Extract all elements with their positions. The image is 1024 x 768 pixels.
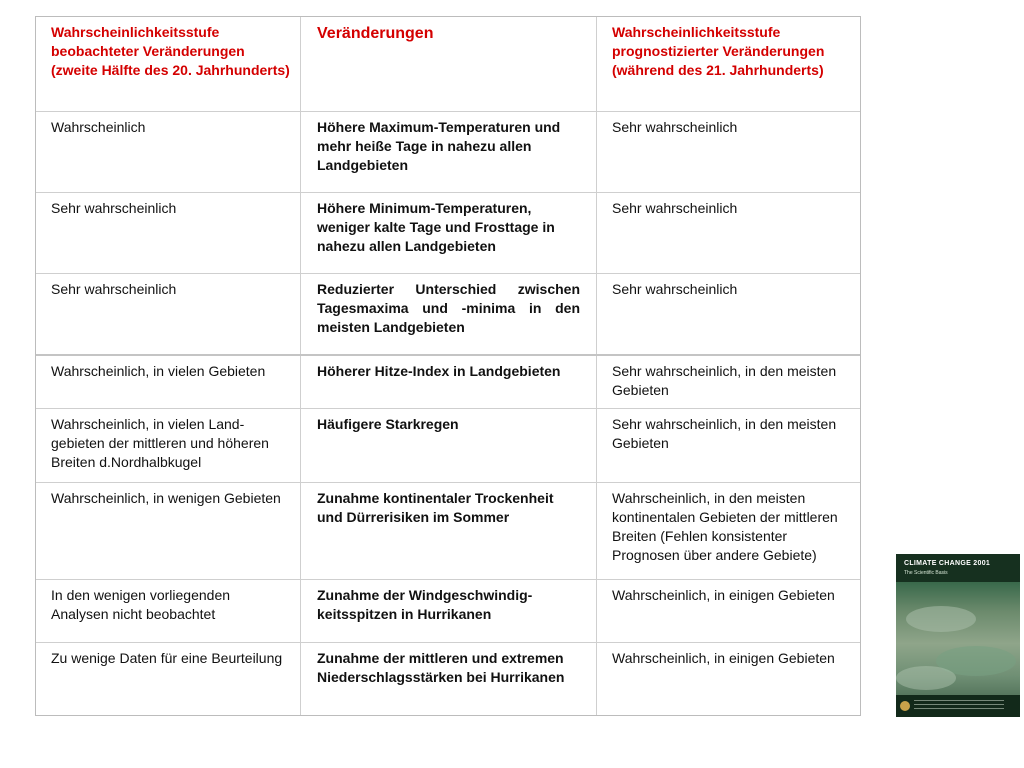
change-cell: Häufigere Starkregen	[301, 409, 597, 482]
projected-likelihood-cell: Sehr wahrscheinlich	[612, 281, 738, 297]
observed-likelihood-cell: Wahrscheinlich, in wenigen Gebieten	[36, 483, 301, 579]
observed-likelihood-cell: Wahrscheinlich, in vielen Gebieten	[36, 356, 301, 408]
cover-terrain-shape	[896, 666, 956, 690]
projected-likelihood-cell: Wahrscheinlich, in den meisten kontinentalen Gebieten der mittleren Breiten (Fehlen konsistenter Prognosen über andere Gebiete)	[612, 490, 838, 563]
change-cell: Zunahme kontinentaler Trockenheit und Dürrerisiken im Sommer	[301, 483, 597, 579]
projected-likelihood-cell: Wahrscheinlich, in einigen Gebieten	[612, 650, 835, 666]
cover-title-band	[896, 554, 1020, 582]
change-cell: Zunahme der mittleren und extremen Niederschlagsstärken bei Hurrikanen	[301, 643, 597, 715]
cover-subtitle: The Scientific Basis	[904, 570, 948, 576]
cover-terrain-shape	[906, 606, 976, 632]
projected-likelihood-cell: Sehr wahrscheinlich	[612, 200, 738, 216]
projected-likelihood-cell: Wahrscheinlich, in einigen Gebieten	[612, 587, 835, 603]
table-header-row	[36, 17, 860, 112]
observed-likelihood-cell: Wahrscheinlich	[36, 112, 301, 192]
table-row	[36, 274, 860, 356]
table-row	[36, 580, 860, 643]
table-row	[36, 193, 860, 274]
header-changes: Veränderungen	[301, 17, 597, 111]
change-cell: Höherer Hitze-Index in Landgebieten	[301, 356, 597, 408]
projected-likelihood-cell: Sehr wahrscheinlich	[612, 119, 738, 135]
observed-likelihood-cell: Zu wenige Daten für eine Beurteilung	[36, 643, 301, 715]
table-row	[36, 356, 860, 409]
projected-likelihood-cell: Sehr wahrscheinlich, in den meisten Gebieten	[612, 363, 837, 398]
header-observed-likelihood: Wahrscheinlichkeitsstufe beobachteter Veränderungen (zweite Hälfte des 20. Jahrhunderts)	[36, 17, 301, 111]
table-row	[36, 483, 860, 580]
climate-change-table	[35, 16, 861, 716]
change-cell: Zunahme der Windgeschwindig-keitsspitzen in Hurrikanen	[301, 580, 597, 642]
observed-likelihood-cell: Wahrscheinlich, in vielen Land-gebieten der mittleren und höheren Breiten d.Nordhalbkugel	[36, 409, 301, 482]
cover-seal-icon	[900, 701, 910, 711]
change-cell: Höhere Minimum-Temperaturen, weniger kalte Tage und Frosttage in nahezu allen Landgebieten	[301, 193, 597, 273]
table-row	[36, 409, 860, 483]
observed-likelihood-cell: Sehr wahrscheinlich	[36, 274, 301, 354]
report-cover-image	[896, 554, 1020, 717]
observed-likelihood-cell: Sehr wahrscheinlich	[36, 193, 301, 273]
change-cell: Höhere Maximum-Temperaturen und mehr heiße Tage in nahezu allen Landgebieten	[301, 112, 597, 192]
change-cell: Reduzierter Unterschied zwischen Tagesmaxima und -minima in den meisten Landgebieten	[301, 274, 597, 354]
cover-footer-text-lines	[914, 700, 1004, 712]
header-projected-likelihood: Wahrscheinlichkeitsstufe prognostizierter Veränderungen (während des 21. Jahrhunderts)	[612, 24, 825, 78]
cover-title: CLIMATE CHANGE 2001	[904, 560, 991, 567]
table-row	[36, 643, 860, 715]
table-row	[36, 112, 860, 193]
observed-likelihood-cell: In den wenigen vorliegenden Analysen nicht beobachtet	[36, 580, 301, 642]
projected-likelihood-cell: Sehr wahrscheinlich, in den meisten Gebieten	[612, 416, 837, 451]
